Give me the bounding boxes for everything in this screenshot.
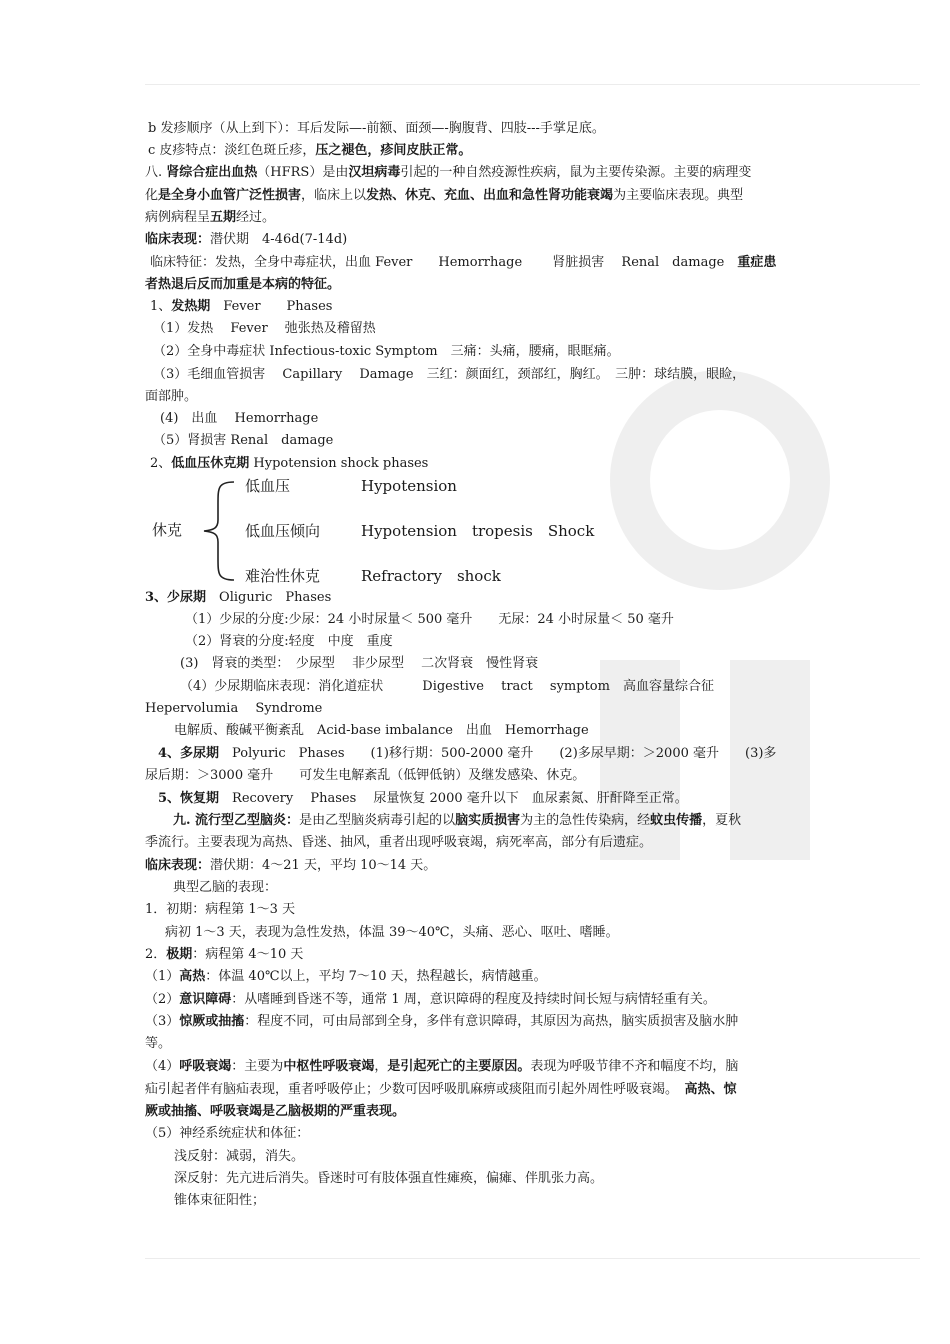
je-peak-phase-title: 2．极期：病程第 4～10 天 (145, 947, 304, 962)
recovery-phase-line: 5、恢复期 Recovery Phases 尿量恢复 2000 毫升以下 血尿素氮、肝酐降至正常。 (158, 791, 688, 806)
je-symptom-4-cont2: 厥或抽搐、呼吸衰竭是乙脑极期的严重表现。 (145, 1104, 406, 1119)
fever-item-3-cont: 面部肿。 (145, 389, 198, 404)
je-symptom-3-cont: 等。 (145, 1036, 172, 1051)
hfrs-intro-line1: 八. 肾综合症出血热（HFRS）是由汉坦病毒引起的一种自然疫源性疾病，鼠为主要传染源。主要的病理变 (145, 165, 752, 180)
je-intro-line1: 九. 流行型乙型脑炎：是由乙型脑炎病毒引起的以脑实质损害为主的急性传染病，经蚊虫传播，夏秋 (173, 813, 742, 828)
diagram-row-1-cn: 低血压 (245, 477, 291, 495)
shock-label: 休克 (152, 521, 183, 539)
diagram-row-1-en: Hypotension (361, 477, 457, 495)
footer-rule (145, 1258, 920, 1259)
diagram-row-2-cn: 低血压倾向 (245, 522, 321, 540)
oliguric-item-2: （2）肾衰的分度:轻度 中度 重度 (185, 634, 393, 649)
polyuric-phase-line2: 尿后期：＞3000 毫升 可发生电解紊乱（低钾低钠）及继发感染、休克。 (145, 768, 586, 783)
fever-item-1: （1）发热 Fever 弛张热及稽留热 (153, 321, 376, 336)
je-intro-line2: 季流行。主要表现为高热、昏迷、抽风，重者出现呼吸衰竭，病死率高，部分有后遗症。 (145, 835, 653, 850)
hfrs-clinical-line: 临床表现：潜伏期 4-46d(7-14d) (145, 232, 348, 247)
je-symptom-3: （3）惊厥或抽搐：程度不同，可由局部到全身，多伴有意识障碍，其原因为高热，脑实质损害及脑水肿 (145, 1014, 739, 1029)
oliguric-item-1: （1）少尿的分度:少尿：24 小时尿量＜ 500 毫升 无尿：24 小时尿量＜ 50 毫升 (185, 612, 674, 627)
je-symptom-2: （2）意识障碍：从嗜睡到昏迷不等，通常 1 周，意识障碍的程度及持续时间长短与病情轻重有关。 (145, 992, 716, 1007)
rash-feature-line: c 皮疹特点：淡红色斑丘疹，压之褪色，疹间皮肤正常。 (148, 143, 472, 158)
oliguric-item-4-cont: Hepervolumia Syndrome (145, 701, 323, 716)
oliguric-phase-heading: 3、少尿期 Oliguric Phases (145, 590, 332, 605)
hfrs-feature-line: 临床特征：发热，全身中毒症状，出血 Fever Hemorrhage 肾脏损害 Renal damage 重症患 (150, 255, 777, 270)
fever-item-5: （5）肾损害 Renal damage (153, 433, 334, 448)
je-clinical-line: 临床表现：潜伏期：4～21 天，平均 10～14 天。 (145, 858, 437, 873)
hfrs-feature-line2: 者热退后反而加重是本病的特征。 (145, 277, 341, 292)
hfrs-intro-line2: 化是全身小血管广泛性损害，临床上以发热、休克、充血、出血和急性肾功能衰竭为主要临床表现。典型 (145, 188, 744, 203)
je-deep-reflex: 深反射：先亢进后消失。昏迷时可有肢体强直性瘫痪，偏瘫、伴肌张力高。 (174, 1171, 604, 1186)
fever-item-3: （3）毛细血管损害 Capillary Damage 三红：颜面红，颈部红，胸红。 三肿：球结膜，眼睑， (153, 367, 746, 382)
fever-item-4: (4) 出血 Hemorrhage (160, 411, 319, 426)
je-symptom-4: （4）呼吸衰竭：主要为中枢性呼吸衰竭，是引起死亡的主要原因。表现为呼吸节律不齐和幅度不均，脑 (145, 1059, 739, 1074)
je-symptom-1: （1）高热：体温 40℃以上，平均 7～10 天，热程越长，病情越重。 (145, 969, 547, 984)
oliguric-item-5: 电解质、酸碱平衡紊乱 Acid-base imbalance 出血 Hemorrhage (174, 723, 589, 738)
diagram-row-3-cn: 难治性休克 (245, 567, 321, 585)
hfrs-intro-line3: 病例病程呈五期经过。 (145, 210, 276, 225)
oliguric-item-3: (3) 肾衰的类型： 少尿型 非少尿型 二次肾衰 慢性肾衰 (180, 656, 539, 671)
fever-phase-heading: 1、发热期 Fever Phases (150, 299, 333, 314)
diagram-row-2-en: Hypotension tropesis Shock (361, 522, 595, 540)
polyuric-phase-line: 4、多尿期 Polyuric Phases (1)移行期：500-2000 毫升 (2)多尿早期：＞2000 毫升 (3)多 (158, 746, 777, 761)
fever-item-2: （2）全身中毒症状 Infectious-toxic Symptom 三痛：头痛，腰痛，眼眶痛。 (153, 344, 620, 359)
rash-order-line: b 发疹顺序（从上到下）：耳后发际—-前额、面颈—-胸腹背、四肢---手掌足底。 (148, 121, 605, 136)
je-typical-heading: 典型乙脑的表现： (173, 880, 278, 895)
oliguric-item-4: （4）少尿期临床表现：消化道症状 Digestive tract symptom 高血容量综合征 (180, 679, 714, 694)
je-initial-phase-text: 病初 1～3 天，表现为急性发热，体温 39～40℃，头痛、恶心、呕吐、嗜睡。 (165, 925, 619, 940)
je-symptom-5: （5）神经系统症状和体征： (145, 1126, 310, 1141)
je-pyramidal-sign: 锥体束征阳性； (174, 1193, 266, 1208)
curly-brace-icon (198, 478, 240, 584)
je-symptom-4-cont: 疝引起者伴有脑疝表现，重者呼吸停止；少数可因呼吸肌麻痹或痰阻而引起外周性呼吸衰竭。 高热、惊 (145, 1082, 737, 1097)
je-shallow-reflex: 浅反射：减弱，消失。 (174, 1149, 305, 1164)
je-initial-phase-title: 1．初期：病程第 1～3 天 (145, 902, 296, 917)
header-rule (145, 84, 920, 85)
shock-phase-heading: 2、低血压休克期 Hypotension shock phases (150, 456, 429, 471)
diagram-row-3-en: Refractory shock (361, 567, 501, 585)
